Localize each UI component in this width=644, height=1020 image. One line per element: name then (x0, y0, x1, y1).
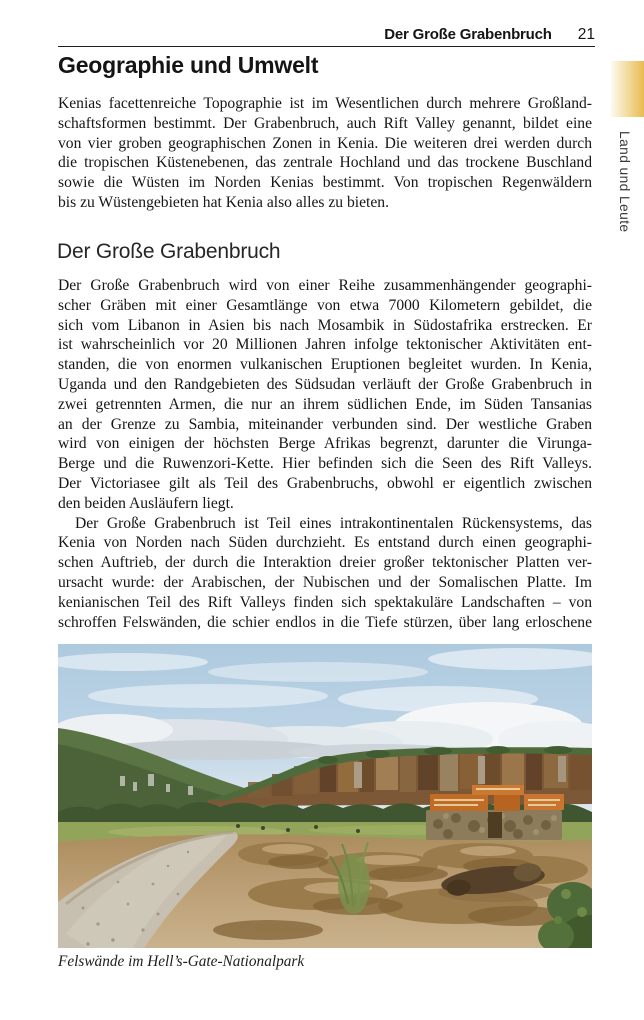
section-heading: Der Große Grabenbruch (57, 240, 281, 263)
running-header-title: Der Große Grabenbruch (384, 26, 552, 43)
photo-caption: Felswände im Hell’s-Gate-Nationalpark (58, 953, 305, 970)
chapter-thumb-tab (611, 61, 644, 117)
section-paragraph-2: Der Große Grabenbruch ist Teil eines intrakontinentalen Rückensystems, das Kenia von Norden nach Süden durchzieht. Es entstand durch einen geographi- schen Auftrieb, der durch die Interaktion dreier großer tektonischer Platten ver- ursacht wurde: der Arabischen, der Nubischen und der Somalischen Platte. Im kenianischen Teil des Rift Valleys finden sich spektakuläre Landschaften – von schroffen Felswänden, die schier endlos in die Tiefe stürzen, über lang erloschene (58, 514, 592, 631)
landscape-photo (58, 644, 592, 948)
page-title: Geographie und Umwelt (58, 52, 319, 78)
page-number: 21 (577, 26, 595, 43)
section-paragraph-1: Der Große Grabenbruch wird von einer Reihe zusammenhängender geographi- scher Gräben mit einer Gesamtlänge von etwa 7000 Kilometern gebildet, die sich vom Libanon in Asien bis nach Mosambik in Südostafrika erstrecken. Er ist wahrscheinlich vor 20 Millionen Jahren infolge tektonischer Aktivitäten ent- standen, die von enormen vulkanischen Eruptionen begleitet wurden. In Kenia, Uganda und den Randgebieten des Südsudan verläuft der Große Grabenbruch in zwei getrennten Armen, die nur an ihrem südlichen Ende, im Süden Tansanias an der Grenze zu Sambia, miteinander verbunden sind. Der westliche Graben wird von einigen der höchsten Berge Afrikas begrenzt, darunter die Virunga- Berge und die Ruwenzori-Kette. Hier befinden sich die Seen des Rift Valleys. Der Victoriasee gilt als Teil des Grabenbruchs, obwohl er eigentlich zwischen den beiden Ausläufern liegt. (58, 277, 592, 512)
running-header (58, 26, 595, 44)
section-paragraphs (58, 276, 592, 632)
intro-paragraph: Kenias facettenreiche Topographie ist im Wesentlichen durch mehrere Großland- schaftsformen bestimmt. Der Grabenbruch, auch Rift Valley genannt, bildet eine von vier groben geographischen Zonen in Kenia. Die weiteren drei werden durch die tropischen Küstenebenen, das zentrale Hochland und das trockene Buschland sowie die Wüsten im Norden Kenias bestimmt. Von tropischen Regenwäldern bis zu Wüstengebieten hat Kenia also alles zu bieten. (58, 95, 592, 211)
header-rule (58, 46, 595, 47)
chapter-tab-label: Land und Leute (617, 131, 632, 233)
